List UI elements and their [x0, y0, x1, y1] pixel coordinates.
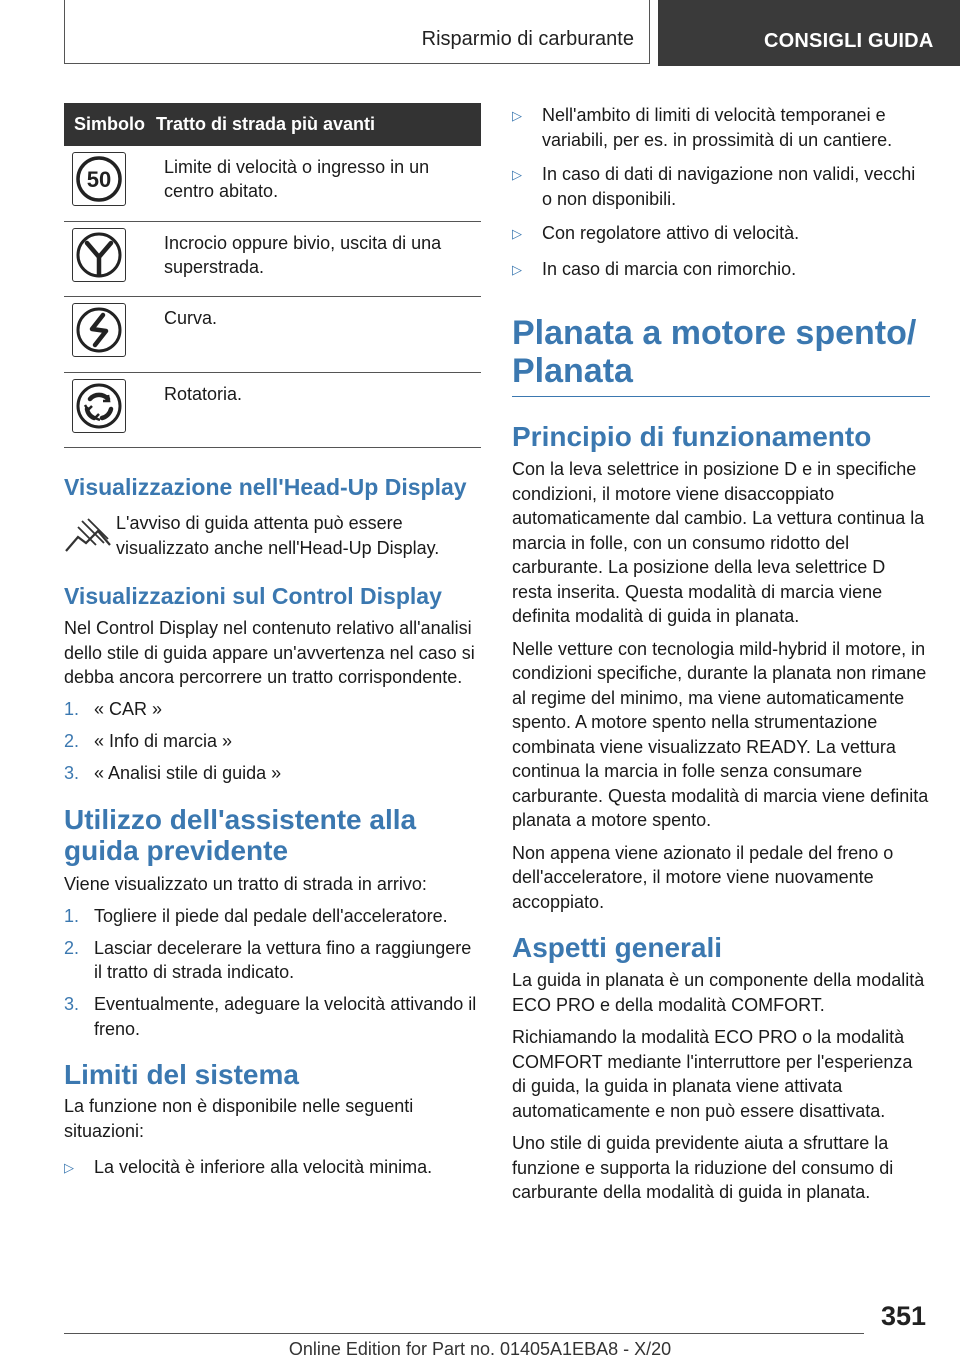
list-item: ▷ In caso di dati di navigazione non validi, vecchi o non disponibili. [512, 164, 916, 209]
note-hint-icon [64, 511, 114, 561]
table-row [64, 222, 481, 298]
list-item: ▷ In caso di marcia con rimorchio. [512, 258, 797, 279]
svg-text:50: 50 [86, 167, 112, 192]
curve-icon [72, 303, 126, 357]
general-paragraph: Richiamando la modalità ECO PRO o la modalità COMFORT mediante l'interruttore per l'esperienza di guida, la guida in planata viene attivata automaticamente e non può essere disattivata. [512, 1027, 913, 1121]
table-cell-text: Curva. [164, 308, 218, 328]
limits-heading: Limiti del sistema [64, 1059, 299, 1090]
symbol-table [64, 103, 481, 448]
speed-limit-50-icon [72, 152, 126, 206]
list-item: ▷ La velocità è inferiore alla velocità minima. [64, 1157, 433, 1177]
left-column [64, 103, 481, 1181]
coasting-title-block [512, 314, 930, 397]
control-display-text: Nel Control Display nel contenuto relativo all'analisi dello stile di guida appare un'avvertenza nel caso si debba ancora percorrere un tratto corrispondente. [64, 618, 475, 687]
general-paragraph: La guida in planata è un componente della modalità ECO PRO e della modalità COMFORT. [512, 970, 925, 1015]
principle-heading: Principio di funzionamento [512, 421, 872, 452]
general-paragraph: Uno stile di guida previdente aiuta a sfruttare la funzione e supporta la riduzione del consumo di carburante della modalità di guida in planata. [512, 1133, 894, 1202]
list-item: ▷ Nell'ambito di limiti di velocità temporanei e variabili, per es. in prossimità di un cantiere. [512, 105, 893, 150]
table-row [64, 373, 481, 449]
header-section-title: Risparmio di carburante [421, 28, 634, 50]
principle-paragraph: Non appena viene azionato il pedale del freno o dell'acceleratore, il motore viene nuovamente accoppiato. [512, 842, 894, 912]
control-display-heading: Visualizzazioni sul Control Display [64, 583, 442, 609]
table-row [64, 297, 481, 373]
page-header [0, 0, 960, 66]
limits-list-left [64, 1155, 481, 1181]
control-display-steps [64, 697, 481, 786]
table-cell-text: Limite di velocità o ingresso in un centro abitato. [164, 157, 430, 201]
principle-paragraph: Con la leva selettrice in posizione D e in specifiche condizioni, il motore viene disaccoppiato automaticamente dal cambio. La vettura continua la marcia in folle, con un consumo ridotto del carburante. La posizione della leva selettrice D resta inserita. Questa modalità di marcia viene definita modalità di guida in planata. [512, 459, 925, 626]
footer-divider [64, 1333, 864, 1334]
table-cell-text: Rotatoria. [164, 383, 243, 404]
hud-text: L'avviso di guida attenta può essere visualizzato anche nell'Head-Up Display. [116, 513, 440, 558]
page-number: 351 [880, 1301, 926, 1331]
list-item: 3. « Analisi stile di guida » [64, 763, 282, 783]
list-item: ▷ Con regolatore attivo di velocità. [512, 223, 800, 243]
roundabout-icon [72, 379, 126, 433]
table-header [64, 103, 481, 146]
limits-text: La funzione non è disponibile nelle seguenti situazioni: [64, 1096, 414, 1141]
table-cell-text: Incrocio oppure bivio, uscita di una superstrada. [164, 232, 442, 277]
header-chapter-tab: CONSIGLI GUIDA [658, 0, 960, 66]
table-header-symbol: Simbolo [74, 114, 145, 134]
list-item: 2. « Info di marcia » [64, 731, 233, 751]
table-header-road: Tratto di strada più avanti [156, 114, 376, 134]
footer-edition: Online Edition for Part no. 01405A1EBA8 - X/20 [288, 1339, 672, 1359]
coasting-title: Planata a motore spento/ Planata [512, 314, 917, 390]
table-row [64, 146, 481, 222]
list-item: 1. Togliere il piede dal pedale dell'acceleratore. [64, 905, 448, 926]
assistant-text: Viene visualizzato un tratto di strada in arrivo: [64, 873, 427, 894]
right-column [512, 103, 930, 1205]
list-item: 3. Eventualmente, adeguare la velocità attivando il freno. [64, 994, 477, 1039]
hud-heading: Visualizzazione nell'Head-Up Display [64, 474, 467, 500]
principle-paragraph: Nelle vetture con tecnologia mild-hybrid il motore, in condizioni specifiche, durante la planata non rimane al regime del minimo, ma viene automaticamente spento. A motore spento nella strumentazione combinata viene visualizzato READY. La vettura continua la marcia in folle senza consumare carburante. Questa modalità di marcia viene definita planata a motore spento. [512, 638, 929, 830]
intersection-icon [72, 228, 126, 282]
list-item: 1. « CAR » [64, 699, 163, 719]
assistant-heading: Utilizzo dell'assistente alla guida previdente [64, 803, 417, 866]
assistant-steps [64, 904, 481, 1042]
list-item: 2. Lasciar decelerare la vettura fino a raggiungere il tratto di strada indicato. [64, 937, 472, 982]
limits-list-right [512, 103, 930, 282]
hud-note [64, 511, 481, 561]
general-heading: Aspetti generali [512, 932, 723, 963]
